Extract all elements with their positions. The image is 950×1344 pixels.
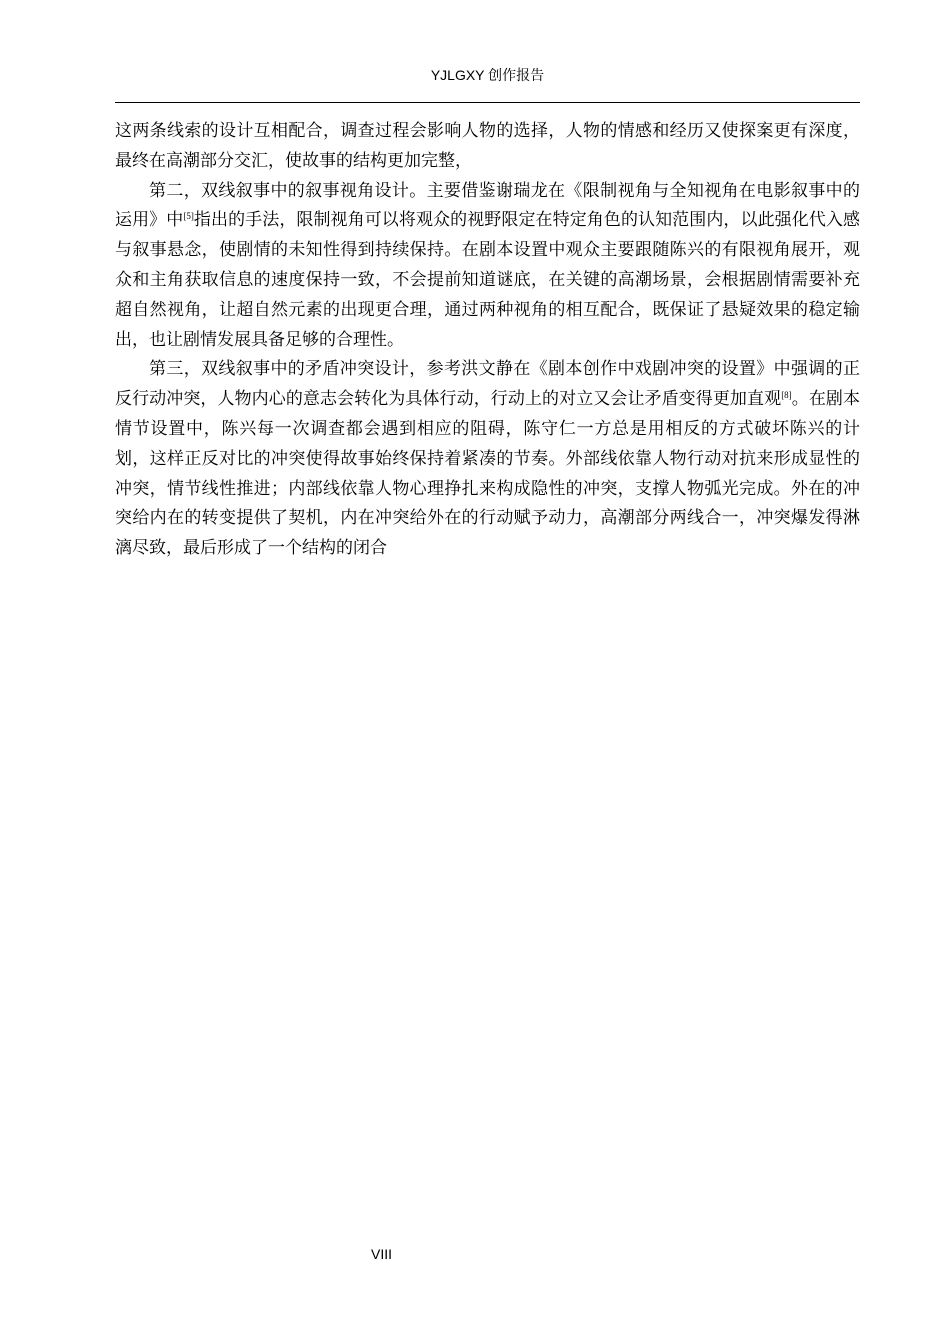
paragraph-continuation — [115, 117, 860, 177]
body-text — [115, 117, 860, 564]
paragraph-text-after-citation: 。在剧本情节设置中，陈兴每一次调查都会遇到相应的阻碍，陈守仁一方总是用相反的方式破坏陈兴的计划，这样正反对比的冲突使得故事始终保持着紧凑的节奏。外部线依靠人物行动对抗来形成显性的冲突，情节线性推进；内部线依靠人物心理挣扎来构成隐性的冲突，支撑人物弧光完成。外在的冲突给内在的转变提供了契机，内在冲突给外在的行动赋予动力，高潮部分两线合一，冲突爆发得淋漓尽致，最后形成了一个结构的闭合 — [115, 389, 861, 559]
paragraph-text-before-citation: 第二，双线叙事中的叙事视角设计。主要借鉴谢瑞龙在《限制视角与全知视角在电影叙事中的运用》中 — [115, 180, 860, 231]
paragraph-narrative-perspective — [115, 177, 860, 356]
header-divider — [115, 102, 860, 103]
citation-marker: [8] — [781, 390, 792, 401]
page-number: VIII — [370, 1246, 392, 1262]
page-header: YJLGXY 创作报告 — [430, 67, 545, 83]
paragraph-text-after-citation: 指出的手法，限制视角可以将观众的视野限定在特定角色的认知范围内，以此强化代入感与叙事悬念，使剧情的未知性得到持续保持。在剧本设置中观众主要跟随陈兴的有限视角展开，观众和主角获取信息的速度保持一致，不会提前知道谜底，在关键的高潮场景，会根据剧情需要补充超自然视角，让超自然元素的出现更合理，通过两种视角的相互配合，既保证了悬疑效果的稳定输出，也让剧情发展具备足够的合理性。 — [115, 210, 861, 350]
paragraph-conflict-design — [115, 355, 860, 564]
paragraph-text-before-citation: 第三，双线叙事中的矛盾冲突设计，参考洪文静在《剧本创作中戏剧冲突的设置》中强调的正反行动冲突，人物内心的意志会转化为具体行动，行动上的对立又会让矛盾变得更加直观 — [115, 359, 860, 410]
paragraph-text: 这两条线索的设计互相配合，调查过程会影响人物的选择，人物的情感和经历又使探案更有深度，最终在高潮部分交汇，使故事的结构更加完整， — [115, 121, 860, 171]
citation-marker: [5] — [183, 211, 194, 222]
